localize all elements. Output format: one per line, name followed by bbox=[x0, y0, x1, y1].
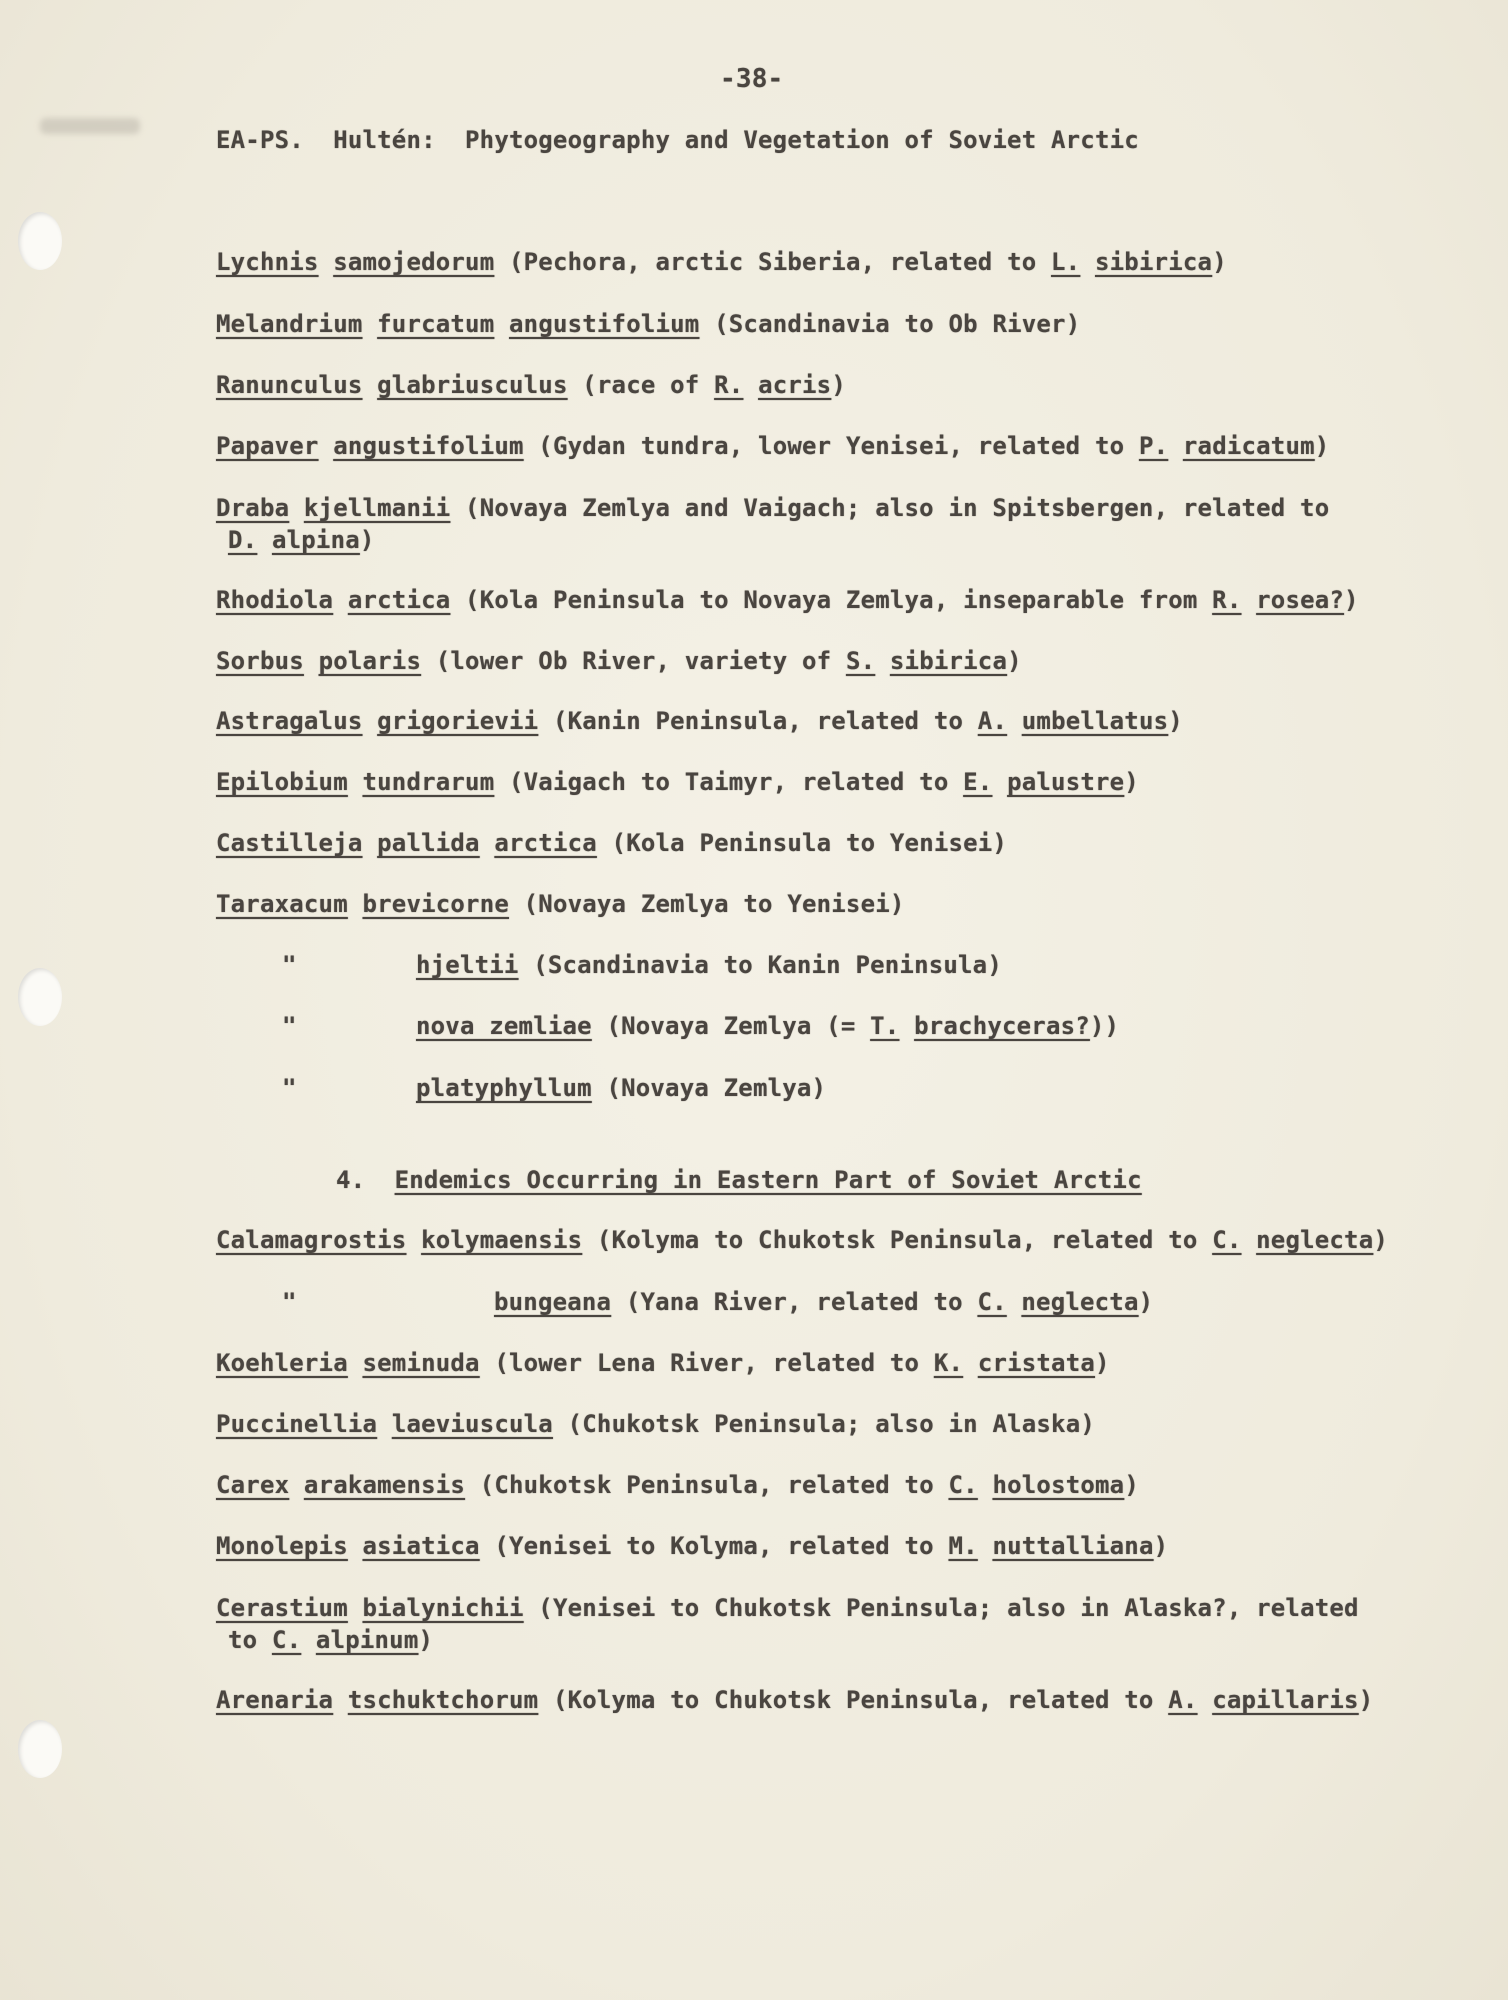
closing-paren: ) bbox=[1095, 1349, 1110, 1377]
species-entry: " bungeana (Yana River, related to C. neglecta) bbox=[282, 1288, 1154, 1316]
species-entry bbox=[216, 890, 905, 918]
related-species: radicatum bbox=[1182, 432, 1315, 460]
locality-note: (Vaigach to Taimyr, related to bbox=[494, 768, 964, 796]
closing-paren: ) bbox=[1007, 647, 1022, 675]
species-entry bbox=[216, 1686, 1373, 1714]
species-entry bbox=[216, 586, 1359, 614]
species-entry bbox=[216, 1410, 1095, 1438]
species-name: seminuda bbox=[362, 1349, 480, 1377]
genus-name: Epilobium bbox=[216, 768, 348, 796]
species-name: platyphyllum bbox=[416, 1074, 592, 1102]
species-name: samojedorum bbox=[333, 248, 495, 276]
closing-paren: ) bbox=[418, 1626, 434, 1654]
locality-note: (Novaya Zemlya to Yenisei) bbox=[509, 890, 905, 918]
closing-paren: ) bbox=[1124, 768, 1139, 796]
related-genus: E. bbox=[963, 768, 993, 796]
related-genus: P. bbox=[1138, 432, 1169, 460]
genus-name: Draba bbox=[216, 494, 290, 522]
species-name: polaris bbox=[318, 647, 422, 675]
locality-note: (Scandinavia to Ob River) bbox=[699, 310, 1081, 338]
species-name: laeviuscula bbox=[391, 1410, 553, 1438]
species-entry bbox=[216, 371, 846, 399]
species-entry bbox=[216, 647, 1022, 675]
related-genus: D. bbox=[228, 526, 258, 554]
species-entry bbox=[216, 310, 1080, 338]
related-species: umbellatus bbox=[1021, 707, 1169, 735]
related-genus: A. bbox=[1168, 1686, 1198, 1714]
punch-hole bbox=[18, 212, 62, 270]
closing-paren: ) bbox=[1314, 432, 1330, 460]
closing-paren: ) bbox=[1373, 1226, 1389, 1254]
locality-note: (Kola Peninsula to Yenisei) bbox=[596, 829, 1008, 857]
genus-name: Castilleja bbox=[216, 829, 363, 857]
related-species: neglecta bbox=[1256, 1226, 1374, 1254]
related-species: alpinum bbox=[315, 1626, 419, 1654]
species-name: arctica bbox=[494, 829, 597, 857]
closing-paren: ) bbox=[1344, 586, 1359, 614]
species-name: hjeltii bbox=[416, 951, 519, 979]
genus-name: Rhodiola bbox=[216, 586, 334, 614]
species-entry bbox=[216, 1349, 1110, 1377]
related-species: neglecta bbox=[1021, 1288, 1139, 1316]
locality-note: (lower Lena River, related to bbox=[479, 1349, 934, 1377]
closing-paren: ) bbox=[1212, 248, 1227, 276]
related-species: rosea? bbox=[1256, 586, 1345, 614]
species-name: tschuktchorum bbox=[347, 1686, 539, 1714]
genus-name: Taraxacum bbox=[216, 890, 348, 918]
related-genus: M. bbox=[948, 1532, 978, 1560]
related-genus: R. bbox=[714, 371, 744, 399]
entry-continuation bbox=[228, 526, 375, 554]
species-name: glabriusculus bbox=[377, 371, 568, 399]
related-species: cristata bbox=[977, 1349, 1096, 1377]
locality-note: (race of bbox=[567, 371, 715, 399]
species-name: furcatum bbox=[377, 310, 495, 338]
species-entry bbox=[216, 494, 1329, 522]
species-entry bbox=[216, 1532, 1168, 1560]
punch-hole bbox=[18, 968, 62, 1026]
locality-note: (Novaya Zemlya and Vaigach; also in Spitsbergen, related to bbox=[450, 494, 1330, 522]
species-name: bialynichii bbox=[362, 1594, 524, 1622]
species-name: bungeana bbox=[494, 1288, 612, 1316]
genus-name: Calamagrostis bbox=[216, 1226, 407, 1254]
species-name: arakamensis bbox=[303, 1471, 466, 1499]
locality-note: (Novaya Zemlya) bbox=[591, 1074, 827, 1102]
species-entry bbox=[216, 1226, 1388, 1254]
species-name: pallida bbox=[377, 829, 480, 857]
species-entry: " platyphyllum (Novaya Zemlya) bbox=[282, 1074, 827, 1102]
page-number: -38- bbox=[720, 64, 784, 94]
genus-name: Carex bbox=[216, 1471, 290, 1499]
genus-name: Sorbus bbox=[216, 647, 304, 675]
closing-paren: ) bbox=[1153, 1532, 1169, 1560]
related-genus: C. bbox=[977, 1288, 1007, 1316]
locality-note: (Kola Peninsula to Novaya Zemlya, inseparable from bbox=[450, 586, 1213, 614]
related-genus: R. bbox=[1212, 586, 1242, 614]
related-genus: S. bbox=[845, 647, 876, 675]
related-species: sibirica bbox=[889, 647, 1008, 675]
related-species: acris bbox=[758, 371, 832, 399]
related-species: holostoma bbox=[992, 1471, 1125, 1499]
punch-hole bbox=[18, 1720, 62, 1778]
closing-paren: ) bbox=[1358, 1686, 1374, 1714]
genus-name: Melandrium bbox=[216, 310, 363, 338]
locality-note: (Kolyma to Chukotsk Peninsula, related to bbox=[538, 1686, 1169, 1714]
locality-note: (Kanin Peninsula, related to bbox=[538, 707, 978, 735]
locality-note: (Yana River, related to bbox=[611, 1288, 978, 1316]
species-entry bbox=[216, 707, 1183, 735]
locality-note: (lower Ob River, variety of bbox=[421, 647, 846, 675]
closing-paren: )) bbox=[1089, 1012, 1120, 1040]
species-name: kolymaensis bbox=[421, 1226, 583, 1254]
species-entry bbox=[216, 768, 1139, 796]
locality-note: (Chukotsk Peninsula, related to bbox=[465, 1471, 949, 1499]
related-genus: K. bbox=[933, 1349, 964, 1377]
related-genus: A. bbox=[977, 707, 1008, 735]
species-name: tundrarum bbox=[362, 768, 495, 796]
closing-paren: ) bbox=[1168, 707, 1183, 735]
stamp-smudge bbox=[40, 118, 140, 134]
species-name: nova zemliae bbox=[416, 1012, 592, 1040]
locality-note: (Pechora, arctic Siberia, related to bbox=[494, 248, 1052, 276]
genus-name: Monolepis bbox=[216, 1532, 348, 1560]
species-name: angustifolium bbox=[509, 310, 700, 338]
closing-paren: ) bbox=[831, 371, 846, 399]
locality-note: (Novaya Zemlya (= bbox=[591, 1012, 871, 1040]
species-entry bbox=[216, 1594, 1359, 1622]
related-species: nuttalliana bbox=[992, 1532, 1154, 1560]
related-genus: T. bbox=[870, 1012, 900, 1040]
species-entry bbox=[216, 1471, 1139, 1499]
species-name: angustifolium bbox=[333, 432, 524, 460]
species-name: asiatica bbox=[362, 1532, 480, 1560]
species-entry: " hjeltii (Scandinavia to Kanin Peninsula) bbox=[282, 951, 1002, 979]
section-number: 4. bbox=[336, 1166, 366, 1194]
locality-note: to bbox=[228, 1626, 272, 1654]
species-entry bbox=[216, 829, 1007, 857]
species-name: arctica bbox=[347, 586, 451, 614]
species-entry bbox=[216, 248, 1227, 276]
genus-name: Koehleria bbox=[216, 1349, 348, 1377]
locality-note: (Gydan tundra, lower Yenisei, related to bbox=[523, 432, 1139, 460]
species-entry bbox=[216, 432, 1329, 460]
species-name: kjellmanii bbox=[303, 494, 451, 522]
related-genus: L. bbox=[1051, 248, 1081, 276]
locality-note: (Kolyma to Chukotsk Peninsula, related to bbox=[582, 1226, 1213, 1254]
genus-name: Papaver bbox=[216, 432, 319, 460]
related-species: alpina bbox=[271, 526, 360, 554]
section-heading bbox=[336, 1166, 1142, 1194]
related-genus: C. bbox=[948, 1471, 978, 1499]
related-species: brachyceras? bbox=[914, 1012, 1090, 1040]
related-species: capillaris bbox=[1212, 1686, 1359, 1714]
section-title: Endemics Occurring in Eastern Part of Soviet Arctic bbox=[394, 1166, 1142, 1194]
related-species: sibirica bbox=[1095, 248, 1213, 276]
species-entry: " nova zemliae (Novaya Zemlya (= T. brachyceras?)) bbox=[282, 1012, 1120, 1040]
related-genus: C. bbox=[1212, 1226, 1242, 1254]
entry-continuation bbox=[228, 1626, 433, 1654]
genus-name: Arenaria bbox=[216, 1686, 334, 1714]
locality-note: (Yenisei to Kolyma, related to bbox=[479, 1532, 949, 1560]
species-name: brevicorne bbox=[362, 890, 509, 918]
genus-name: Puccinellia bbox=[216, 1410, 378, 1438]
genus-name: Ranunculus bbox=[216, 371, 363, 399]
related-species: palustre bbox=[1007, 768, 1125, 796]
genus-name: Cerastium bbox=[216, 1594, 348, 1622]
genus-name: Astragalus bbox=[216, 707, 363, 735]
locality-note: (Scandinavia to Kanin Peninsula) bbox=[518, 951, 1002, 979]
closing-paren: ) bbox=[359, 526, 375, 554]
closing-paren: ) bbox=[1138, 1288, 1154, 1316]
related-genus: C. bbox=[271, 1626, 302, 1654]
page-header: EA-PS. Hultén: Phytogeography and Vegetation of Soviet Arctic bbox=[216, 126, 1139, 154]
species-name: grigorievii bbox=[377, 707, 539, 735]
genus-name: Lychnis bbox=[216, 248, 319, 276]
locality-note: (Chukotsk Peninsula; also in Alaska) bbox=[552, 1410, 1095, 1438]
locality-note: (Yenisei to Chukotsk Peninsula; also in Alaska?, related bbox=[523, 1594, 1359, 1622]
closing-paren: ) bbox=[1124, 1471, 1139, 1499]
